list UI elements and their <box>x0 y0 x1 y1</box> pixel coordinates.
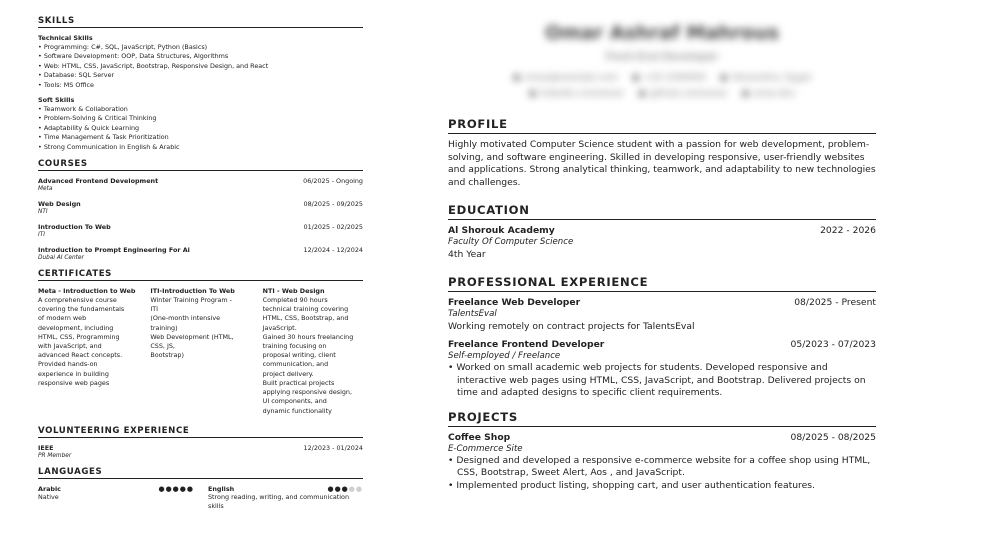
study-year: 4th Year <box>448 248 486 260</box>
project-item <box>448 432 876 493</box>
course-title: Introduction To Web <box>38 223 111 232</box>
level-dot: ● <box>165 484 173 493</box>
languages-heading: LANGUAGES <box>38 467 363 479</box>
technical-skills-list <box>38 43 363 90</box>
job-title: Freelance Web Developer <box>448 297 581 309</box>
languages-row <box>38 485 363 511</box>
list-item: • Web: HTML, CSS, JavaScript, Bootstrap, Responsive Design, and React <box>38 62 363 71</box>
projects-heading: PROJECTS <box>448 410 876 427</box>
education-row <box>448 225 876 236</box>
faculty-name: Faculty Of Computer Science <box>448 237 574 248</box>
list-item: • Implemented product listing, shopping cart, and user authentication features. <box>448 480 876 492</box>
technical-skills-title: Technical Skills <box>38 34 93 42</box>
contact-item: ● omar.dev <box>741 89 795 99</box>
certificates-heading: CERTIFICATES <box>38 269 363 281</box>
courses-heading: COURSES <box>38 159 363 171</box>
experience-heading: PROFESSIONAL EXPERIENCE <box>448 275 876 292</box>
list-item: • Teamwork & Collaboration <box>38 105 363 114</box>
education-date: 2022 - 2026 <box>820 225 876 237</box>
certificate-card <box>38 287 138 416</box>
language-name: Arabic <box>38 484 61 493</box>
certificate-card <box>150 287 250 416</box>
certificate-title: ITI-Introduction To Web <box>150 287 235 296</box>
level-dot: ● <box>172 484 180 493</box>
school-name: Al Shorouk Academy <box>448 225 555 237</box>
job-date: 08/2025 - Present <box>794 297 876 309</box>
course-title: Introduction to Prompt Engineering For Ai <box>38 246 190 255</box>
list-item: • Programming: C#, SQL, JavaScript, Python (Basics) <box>38 43 363 52</box>
contact-item: ● github.com/omar <box>638 89 727 99</box>
level-dot: ● <box>327 484 335 493</box>
level-dot: ● <box>158 484 166 493</box>
projects-section <box>448 410 876 493</box>
level-dot: ● <box>186 484 194 493</box>
certificate-desc: Completed 90 hours technical training covering HTML, CSS, Bootstrap, and JavaScript. Gained 30 hours freelancing training focusing on proposal writing, client communication, and project delivery. Built practical projects applying responsive design, UI components, and dynamic functionality <box>262 296 354 415</box>
left-column <box>38 16 363 518</box>
candidate-name: Omar Ashraf Mahrous <box>545 22 779 44</box>
language-level-dots <box>158 485 194 493</box>
skills-heading: SKILLS <box>38 16 363 28</box>
certificates-grid <box>38 287 363 416</box>
certificate-title: Meta - Introduction to Web <box>38 287 136 296</box>
list-item: • Problem-Solving & Critical Thinking <box>38 114 363 123</box>
course-org: ITI <box>38 232 45 239</box>
project-title: Coffee Shop <box>448 431 511 443</box>
languages-section <box>38 467 363 511</box>
project-date: 08/2025 - 08/2025 <box>790 431 876 443</box>
level-dot: ● <box>179 484 187 493</box>
language-level-text: Native <box>38 492 59 501</box>
volunteer-date: 12/2023 - 01/2024 <box>303 443 363 452</box>
list-item: • Software Development: OOP, Data Structures, Algorithms <box>38 52 363 61</box>
job-org: Self-employed / Freelance <box>448 351 561 361</box>
volunteering-section <box>38 426 363 460</box>
level-dot: ● <box>348 484 356 493</box>
contact-item: ● Alexandria, Egypt <box>720 73 812 83</box>
certificate-desc: Winter Training Program - ITI (One-month intensive training) Web Development (HTML, CSS, JS, Bootstrap) <box>150 296 234 360</box>
job-text: Working remotely on contract projects for TalentsEval <box>448 320 695 332</box>
profile-text: Highly motivated Computer Science student with a passion for web development, problem-solving, and software engineering. Skilled in developing responsive, user-friendly websites and applications. Strong analytical thinking, teamwork, and adaptability to new technologies and challenges. <box>448 139 876 188</box>
course-title: Advanced Frontend Development <box>38 177 159 186</box>
job-bullets <box>448 362 876 399</box>
list-item: • Database: SQL Server <box>38 71 363 80</box>
experience-section <box>448 275 876 399</box>
soft-skills-list <box>38 105 363 152</box>
list-item: • Worked on small academic web projects for students. Developed responsive and interactive web pages using HTML, CSS, JavaScript, and Bootstrap. Delivered projects on time and adapted designs to specific client requirements. <box>448 362 876 399</box>
right-column <box>448 22 876 498</box>
volunteer-role: PR Member <box>38 452 72 459</box>
experience-item <box>448 339 876 400</box>
list-item: • Time Management & Task Prioritization <box>38 133 363 142</box>
education-section <box>448 203 876 261</box>
course-row <box>38 223 363 231</box>
language-item-english <box>208 485 363 511</box>
contact-item: ● +20 1000000 <box>632 73 706 83</box>
course-row <box>38 177 363 185</box>
contact-list <box>448 73 876 99</box>
course-date: 01/2025 - 02/2025 <box>303 223 363 232</box>
list-item: • Adaptability & Quick Learning <box>38 124 363 133</box>
job-title: Freelance Frontend Developer <box>448 339 605 350</box>
volunteer-row <box>38 444 363 452</box>
resume-header-blurred <box>448 22 876 99</box>
language-level-text: Strong reading, writing, and communication skills <box>208 492 349 510</box>
courses-section <box>38 159 363 262</box>
list-item: • Strong Communication in English & Arabic <box>38 143 363 152</box>
project-bullets <box>448 455 876 492</box>
job-date: 05/2023 - 07/2023 <box>790 339 876 350</box>
level-dot: ● <box>341 484 349 493</box>
skills-section <box>38 16 363 152</box>
education-heading: EDUCATION <box>448 203 876 220</box>
list-item: • Tools: MS Office <box>38 81 363 90</box>
contact-item: ● omar@example.com <box>513 73 618 83</box>
project-subtitle: E-Commerce Site <box>448 443 523 454</box>
volunteer-org: IEEE <box>38 443 54 452</box>
course-title: Web Design <box>38 200 81 209</box>
list-item: • Designed and developed a responsive e-commerce website for a coffee shop using HTML, CSS, Bootstrap, Sweet Alert, Aos , and JavaScript. <box>448 455 876 480</box>
course-row <box>38 200 363 208</box>
job-org: TalentsEval <box>448 309 497 320</box>
certificates-section <box>38 269 363 416</box>
candidate-role: Front-End Developer <box>605 50 719 63</box>
certificate-desc: A comprehensive course covering the fundamentals of modern web development, including HTML, CSS, Programming with JavaScript, and advanced React concepts. Provided hands-on experience in building responsive web pages <box>38 296 125 387</box>
course-date: 06/2025 - Ongoing <box>303 177 363 186</box>
course-org: Dubai AI Center <box>38 255 84 262</box>
course-org: Meta <box>38 186 53 193</box>
volunteering-heading: VOLUNTEERING EXPERIENCE <box>38 426 363 438</box>
contact-item: ● linkedin.com/omar <box>529 89 625 99</box>
level-dot: ● <box>334 484 342 493</box>
profile-section <box>448 117 876 189</box>
certificate-title: NTI - Web Design <box>262 287 325 296</box>
experience-item <box>448 297 876 333</box>
course-date: 08/2025 - 09/2025 <box>303 200 363 209</box>
level-dot: ● <box>355 484 363 493</box>
soft-skills-title: Soft Skills <box>38 96 75 105</box>
course-date: 12/2024 - 12/2024 <box>303 246 363 255</box>
language-name: English <box>208 484 235 493</box>
language-level-dots <box>327 485 363 493</box>
certificate-card <box>263 287 363 416</box>
profile-heading: PROFILE <box>448 117 876 134</box>
course-org: NTI <box>38 209 48 216</box>
language-item-arabic <box>38 485 208 511</box>
course-row <box>38 246 363 254</box>
